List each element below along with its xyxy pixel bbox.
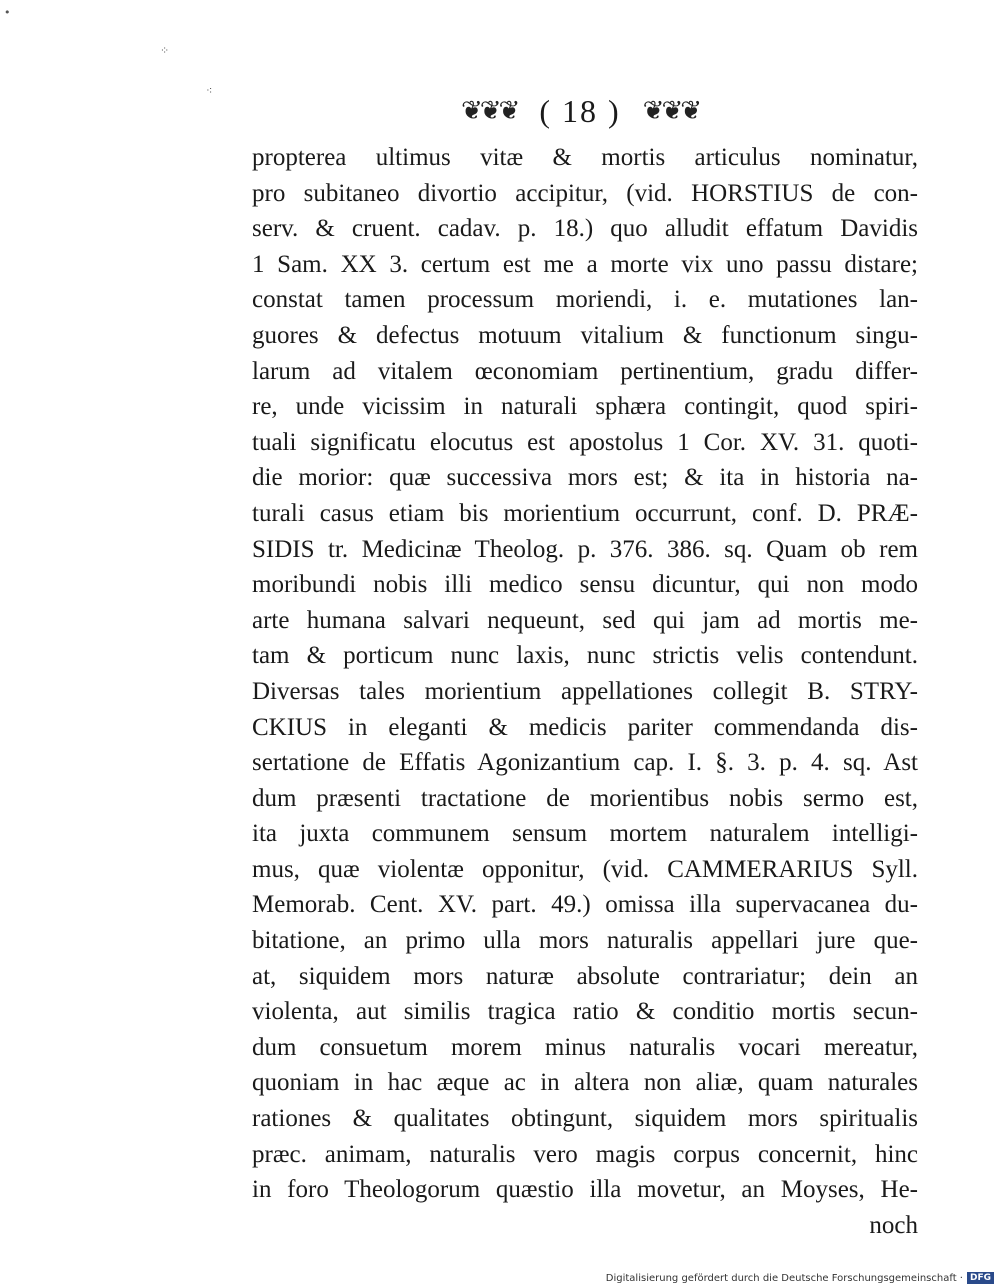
text-line: CKIUS in eleganti & medicis pariter commendanda dis- [252,713,918,741]
text-line: serv. & cruent. cadav. p. 18.) quo alludit effatum Davidis [252,215,918,243]
text-line: rationes & qualitates obtingunt, siquidem mors spiritualis [252,1105,918,1133]
text-line: Memorab. Cent. XV. part. 49.) omissa illa supervacanea du- [252,891,918,919]
text-line: sertatione de Effatis Agonizantium cap. I. §. 3. p. 4. sq. Ast [252,749,918,777]
text-line: præc. animam, naturalis vero magis corpus concernit, hinc [252,1140,918,1168]
text-line: noch [869,1211,918,1239]
text-line: tam & porticum nunc laxis, nunc strictis velis contendunt. [252,642,918,670]
text-line: tuali significatu elocutus est apostolus 1 Cor. XV. 31. quoti- [252,428,918,456]
scan-speck: ⁖ [206,84,213,97]
text-line: Diversas tales morientium appellationes collegit B. STRY- [252,677,918,705]
credit-text: Digitalisierung gefördert durch die Deutsche Forschungsgemeinschaft · [605,1272,963,1284]
dfg-logo-icon: DFG [967,1272,994,1284]
text-line: dum consuetum morem minus naturalis vocari mereatur, [252,1033,918,1061]
text-line: bitatione, an primo ulla mors naturalis appellari jure que- [252,927,918,955]
text-line: in foro Theologorum quæstio illa movetur, an Moyses, He- [252,1176,918,1204]
text-line: guores & defectus motuum vitalium & functionum singu- [252,321,918,349]
text-line: ita juxta communem sensum mortem naturalem intelligi- [252,820,918,848]
text-line: turali casus etiam bis morientium occurrunt, conf. D. PRÆ- [252,499,918,527]
text-line: at, siquidem mors naturæ absolute contrariatur; dein an [252,962,918,990]
page-header [440,86,720,136]
text-line: propterea ultimus vitæ & mortis articulus nominatur, [252,144,918,171]
ornament-right-icon: ❦❦❦ [642,96,700,126]
text-line: re, unde vicissim in naturali sphæra contingit, quod spiri- [252,393,918,421]
text-line: constat tamen processum moriendi, i. e. mutationes lan- [252,286,918,314]
text-line: die morior: quæ successiva mors est; & ita in historia na- [252,464,918,492]
text-line: SIDIS tr. Medicinæ Theolog. p. 376. 386. sq. Quam ob rem [252,535,918,563]
page-number: ( 18 ) [539,92,621,129]
text-line: 1 Sam. XX 3. certum est me a morte vix uno passu distare; [252,250,918,278]
text-line: larum ad vitalem œconomiam pertinentium, gradu differ- [252,357,918,385]
scan-speck: • [4,6,11,19]
ornament-left-icon: ❦❦❦ [460,96,518,126]
text-line: quoniam in hac æque ac in altera non aliæ, quam naturales [252,1069,918,1097]
text-line: dum præsenti tractatione de morientibus nobis sermo est, [252,784,918,812]
digitization-credit [606,1272,994,1284]
text-line: violenta, aut similis tragica ratio & conditio mortis secun- [252,998,918,1026]
text-line: mus, quæ violentæ opponitur, (vid. CAMMERARIUS Syll. [252,855,918,883]
text-line: moribundi nobis illi medico sensu dicuntur, qui non modo [252,571,918,599]
text-line: arte humana salvari nequeunt, sed qui jam ad mortis me- [252,606,918,634]
text-line: pro subitaneo divortio accipitur, (vid. HORSTIUS de con- [252,179,918,207]
body-text [252,140,918,1243]
scan-speck: ⁘ [160,44,170,57]
